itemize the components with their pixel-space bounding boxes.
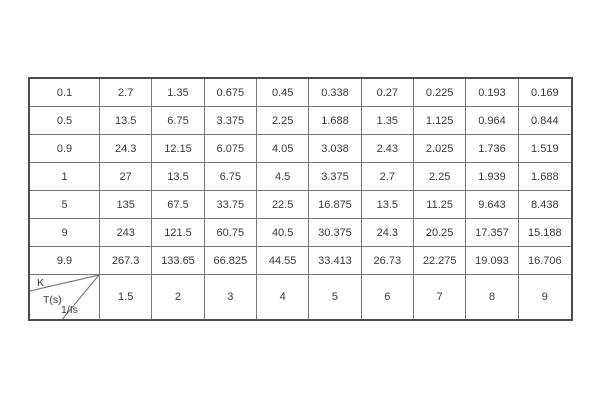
- table-cell: 1.736: [466, 135, 518, 163]
- table-cell: 13.5: [152, 163, 204, 191]
- table-cell: 27: [100, 163, 152, 191]
- column-header-cell: 9: [541, 291, 548, 303]
- table-cell: 15.188: [519, 219, 571, 247]
- column-header-cell: 7: [414, 275, 466, 319]
- table-cell: 17.357: [466, 219, 518, 247]
- row-header-cell: 9: [30, 219, 100, 247]
- table-cell: 13.5: [100, 107, 152, 135]
- column-header-cell: 2: [152, 275, 204, 319]
- table-cell: 121.5: [152, 219, 204, 247]
- table-cell: 1.125: [414, 107, 466, 135]
- table-cell: 2.43: [362, 135, 414, 163]
- table-cell: 40.5: [257, 219, 309, 247]
- table-cell: 22.275: [414, 247, 466, 275]
- table-cell: 1.939: [466, 163, 518, 191]
- table-cell: 1.519: [519, 135, 571, 163]
- table-cell: 0.844: [519, 107, 571, 135]
- table-cell: 1.688: [519, 163, 571, 191]
- table-cell: 2.025: [414, 135, 466, 163]
- table-cell: 2.7: [100, 79, 152, 107]
- column-header-cell: 3: [205, 275, 257, 319]
- table-cell: 20.25: [414, 219, 466, 247]
- table-cell: 11.25: [414, 191, 466, 219]
- table-cell: 1.35: [152, 79, 204, 107]
- column-header-cell: 6: [362, 275, 414, 319]
- table-cell: 0.338: [309, 79, 361, 107]
- corner-label-k: K: [37, 277, 45, 289]
- table-grid: [30, 79, 571, 319]
- table-cell: 12.15: [152, 135, 204, 163]
- table-cell: 1.688: [309, 107, 361, 135]
- corner-header-cell: [30, 275, 100, 319]
- row-header-cell: 1: [30, 163, 100, 191]
- column-header-cell: 1.5: [100, 275, 152, 319]
- table-cell: 0.45: [257, 79, 309, 107]
- table-cell: 9.643: [466, 191, 518, 219]
- table-cell: 0.225: [414, 79, 466, 107]
- row-header-cell: 0.1: [30, 79, 100, 107]
- row-header-cell: 5: [30, 191, 100, 219]
- table-cell: 13.5: [362, 191, 414, 219]
- table-cell: 8.438: [519, 191, 571, 219]
- row-header-cell: 0.5: [30, 107, 100, 135]
- table-cell: 133.65: [152, 247, 204, 275]
- table-cell: 243: [100, 219, 152, 247]
- table-cell: 0.675: [205, 79, 257, 107]
- table-cell: 0.964: [466, 107, 518, 135]
- corner-label-ts: T(s): [43, 294, 62, 306]
- table-cell: 24.3: [362, 219, 414, 247]
- column-header-cell: 4: [257, 275, 309, 319]
- table-cell: 6.075: [205, 135, 257, 163]
- corner-label-1is: 1/Is: [61, 304, 78, 316]
- table-cell: 30.375: [309, 219, 361, 247]
- table-cell: 66.825: [205, 247, 257, 275]
- table-cell: 22.5: [257, 191, 309, 219]
- table-cell: 2.25: [257, 107, 309, 135]
- table-cell: 135: [100, 191, 152, 219]
- column-header-cell: 8: [466, 275, 518, 319]
- table-cell: 1.35: [362, 107, 414, 135]
- table-cell: 0.193: [466, 79, 518, 107]
- table-cell: 3.375: [205, 107, 257, 135]
- k-t-lookup-table: [28, 77, 573, 321]
- table-cell: 33.413: [309, 247, 361, 275]
- column-header-cell: 5: [309, 275, 361, 319]
- table-cell: 33.75: [205, 191, 257, 219]
- row-header-cell: 9.9: [30, 247, 100, 275]
- table-cell: 16.706: [519, 247, 571, 275]
- table-cell: 0.169: [519, 79, 571, 107]
- table-cell: 267.3: [100, 247, 152, 275]
- table-cell: 6.75: [152, 107, 204, 135]
- table-cell: 4.5: [257, 163, 309, 191]
- table-cell: 67.5: [152, 191, 204, 219]
- table-cell: 26.73: [362, 247, 414, 275]
- table-cell: 2.25: [414, 163, 466, 191]
- table-cell: 4.05: [257, 135, 309, 163]
- table-cell: 6.75: [205, 163, 257, 191]
- table-cell: 16.875: [309, 191, 361, 219]
- row-header-cell: 0.9: [30, 135, 100, 163]
- table-cell: 24.3: [100, 135, 152, 163]
- table-cell: 44.55: [257, 247, 309, 275]
- table-cell: 3.038: [309, 135, 361, 163]
- table-cell: 2.7: [362, 163, 414, 191]
- table-cell: 0.27: [362, 79, 414, 107]
- table-cell: 3.375: [309, 163, 361, 191]
- table-cell: 60.75: [205, 219, 257, 247]
- table-cell: 19.093: [466, 247, 518, 275]
